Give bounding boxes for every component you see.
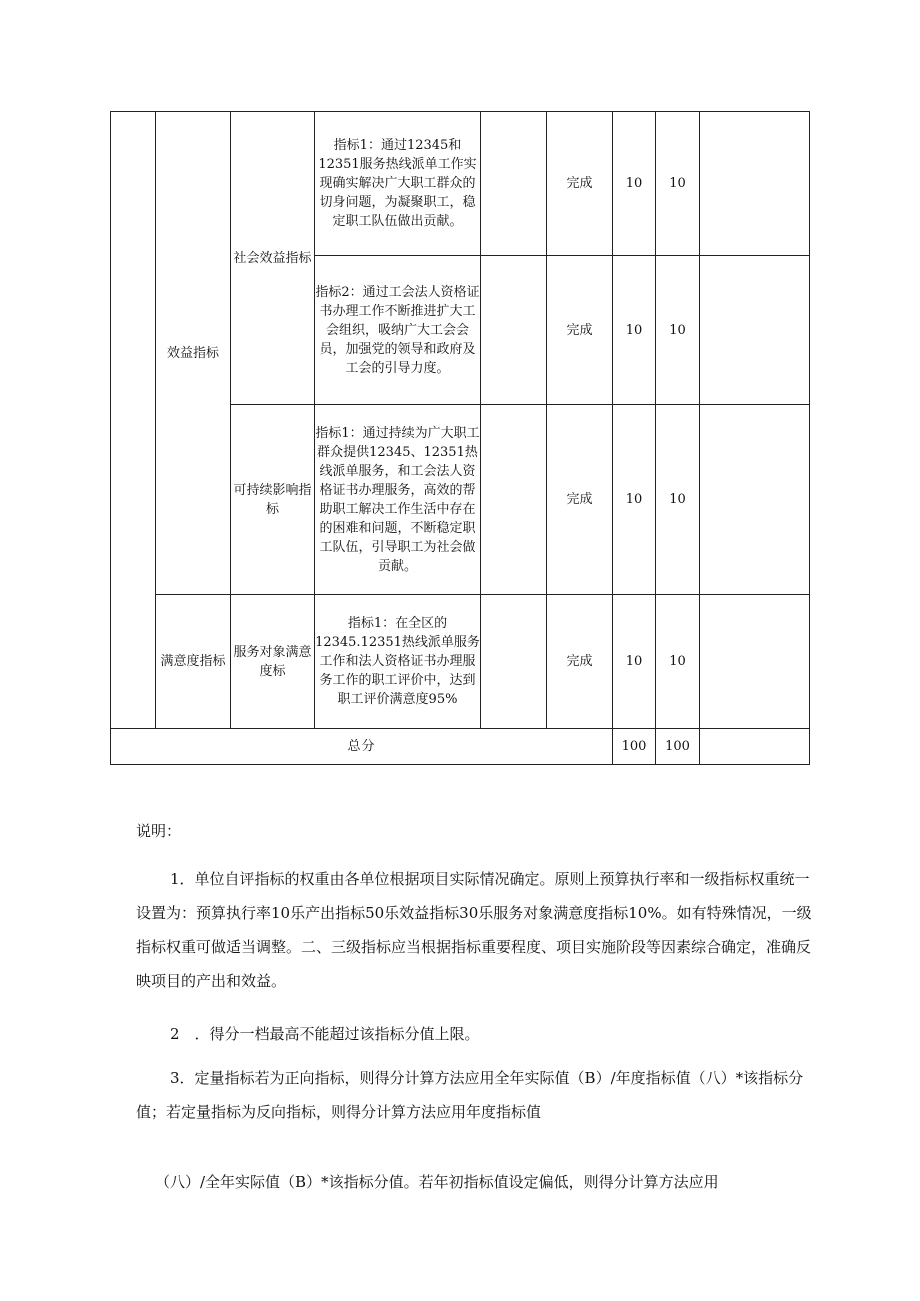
weight-cell: 10	[613, 256, 656, 405]
indicator-cell: 指标2：通过工会法人资格证书办理工作不断推进扩大工会组织，吸纳广大工会会员，加强党的领导和政府及工会的引导力度。	[315, 256, 481, 405]
level2-satisfaction-cell: 满意度指标	[156, 595, 231, 729]
level3-service-cell: 服务对象满意度标	[231, 595, 315, 729]
status-cell: 完成	[547, 112, 613, 256]
indicator-cell: 指标1：在全区的12345.12351热线派单服务工作和法人资格证书办理服务工作的职工评价中，达到职工评价满意度95%	[315, 595, 481, 729]
remark-cell	[700, 595, 810, 729]
status-cell: 完成	[547, 595, 613, 729]
value-cell	[481, 112, 547, 256]
value-cell	[481, 595, 547, 729]
total-label-cell: 总分	[111, 729, 613, 765]
score-cell: 10	[656, 595, 700, 729]
remark-cell	[700, 405, 810, 595]
indicator-cell: 指标1：通过持续为广大职工群众提供12345、12351热线派单服务，和工会法人资格证书办理服务，高效的帮助职工解决工作生活中存在的困难和问题，不断稳定职工队伍，引导职工为社会做贡献。	[315, 405, 481, 595]
weight-cell: 10	[613, 112, 656, 256]
total-weight-cell: 100	[613, 729, 656, 765]
notes-heading: 说明：	[136, 822, 182, 840]
status-cell: 完成	[547, 256, 613, 405]
score-cell: 10	[656, 256, 700, 405]
indicator-cell: 指标1：通过12345和12351服务热线派单工作实现确实解决广大职工群众的切身问题，为凝聚职工，稳定职工队伍做出贡献。	[315, 112, 481, 256]
remark-cell	[700, 112, 810, 256]
note-item-2	[136, 1017, 816, 1051]
total-row	[111, 729, 810, 765]
performance-table	[110, 111, 810, 765]
weight-cell: 10	[613, 595, 656, 729]
total-score-cell: 100	[656, 729, 700, 765]
remark-cell	[700, 729, 810, 765]
value-cell	[481, 405, 547, 595]
score-cell: 10	[656, 112, 700, 256]
weight-cell: 10	[613, 405, 656, 595]
note-text: （八）/全年实际值（B）*该指标分值。若年初指标值设定偏低，则得分计算方法应用	[155, 1173, 719, 1191]
score-cell: 10	[656, 405, 700, 595]
level1-cell	[111, 112, 156, 729]
note-item-1	[136, 862, 816, 998]
value-cell	[481, 256, 547, 405]
level3-social-cell: 社会效益指标	[231, 112, 315, 405]
status-cell: 完成	[547, 405, 613, 595]
table-row	[111, 112, 810, 256]
note-text: 1．单位自评指标的权重由各单位根据项目实际情况确定。原则上预算执行率和一级指标权重统一设置为：预算执行率10乐产出指标50乐效益指标30乐服务对象满意度指标10%。如有特殊情况，一级指标权重可做适当调整。二、三级指标应当根据指标重要程度、项目实施阶段等因素综合确定，准确反映项目的产出和效益。	[136, 870, 812, 990]
remark-cell	[700, 256, 810, 405]
table-row	[111, 595, 810, 729]
note-text: 2 ．得分一档最高不能超过该指标分值上限。	[170, 1025, 480, 1043]
note-item-3	[136, 1061, 816, 1129]
note-item-4	[155, 1165, 835, 1199]
note-text: 3．定量指标若为正向指标，则得分计算方法应用全年实际值（B）/年度指标值（八）*该指标分值；若定量指标为反向指标，则得分计算方法应用年度指标值	[136, 1069, 804, 1121]
level2-benefit-cell: 效益指标	[156, 112, 231, 595]
level3-sustain-cell: 可持续影响指标	[231, 405, 315, 595]
